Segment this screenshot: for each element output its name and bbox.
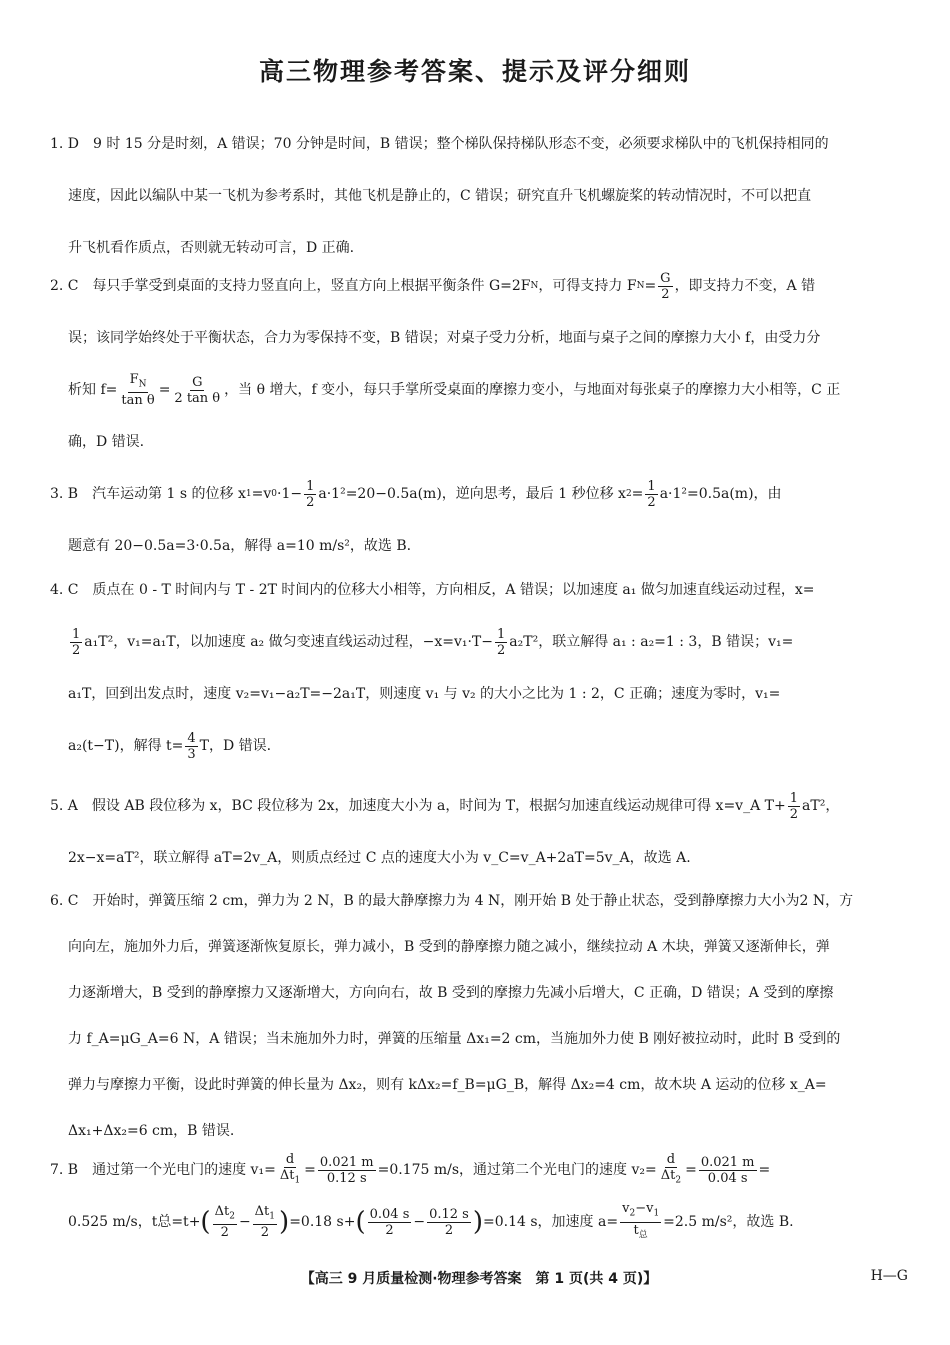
text-line: 确，D 错误. (68, 434, 145, 450)
fraction: $\frac{1}{2}$ (306, 478, 315, 510)
text-line: 力 f_A=μG_A=6 N，A 错误；当未施加外力时，弹簧的压缩量 Δx₁=2 cm，当施加外力使 B 刚好被拉动时，此时 B 受到的 (68, 1031, 841, 1047)
text-segment: ，可得支持力 F (538, 278, 637, 294)
text-segment: ，即支持力不变，A 错 (674, 278, 816, 294)
text-segment: 7. B 通过第一个光电门的速度 v₁= (50, 1162, 276, 1178)
text-segment: 0.525 m/s，t总=t+ (68, 1214, 201, 1230)
text-segment: =2.5 m/s²，故选 B. (663, 1214, 794, 1230)
text-line: 1. D 9 时 15 分是时刻，A 错误；70 分钟是时间，B 错误；整个梯队保持梯队形态不变，必须要求梯队中的飞机保持相同的 (50, 136, 829, 152)
text-segment: =0.18 s+ (289, 1214, 356, 1230)
text-segment: a₂(t−T)，解得 t= (68, 738, 184, 754)
page-title: 高三物理参考答案、提示及评分细则 (258, 57, 691, 86)
text-line: 升飞机看作质点，否则就无转动可言，D 正确. (68, 240, 355, 256)
text-segment: ·1− (277, 486, 303, 502)
footer-code: H—G (870, 1268, 908, 1284)
fraction: $\frac{1}{2}$ (647, 478, 656, 510)
fraction: $\frac{v_2-v_1}{t_总}$ (622, 1200, 660, 1241)
answer-item-4 (50, 564, 908, 772)
answer-item-5 (50, 780, 908, 884)
fraction: $\frac{d}{\Delta t_1}$ (279, 1151, 301, 1186)
text-line: a₁T，回到出发点时，速度 v₂=v₁−a₂T=−2a₁T，则速度 v₁ 与 v₂ 的大小之比为 1 : 2，C 正确；速度为零时，v₁= (68, 686, 781, 702)
text-segment: 析知 f= (68, 382, 118, 398)
text-segment: T，D 错误. (199, 738, 272, 754)
text-line: 4. C 质点在 0 - T 时间内与 T - 2T 时间内的位移大小相等，方向相反，A 错误；以加速度 a₁ 做匀加速直线运动过程，x= (50, 582, 815, 598)
text-segment: =0.14 s，加速度 a= (483, 1214, 619, 1230)
answer-item-1 (50, 118, 908, 274)
answer-item-2 (50, 260, 908, 468)
text-line: 力逐渐增大，B 受到的静摩擦力又逐渐增大，方向向右，故 B 受到的摩擦力先减小后增大，C 正确，D 错误；A 受到的摩擦 (68, 985, 834, 1001)
text-segment: a·1²=20−0.5a(m)，逆向思考，最后 1 秒位移 x (318, 486, 626, 502)
text-segment: aT²， (802, 798, 840, 814)
fraction: $\frac{F_N}{\text{tan θ}}$ (121, 371, 155, 409)
text-line: 速度，因此以编队中某一飞机为参考系时，其他飞机是静止的，C 错误；研究直升飞机螺旋桨的转动情况时，不可以把直 (68, 188, 812, 204)
text-line: 2x−x=aT²，联立解得 aT=2v_A，则质点经过 C 点的速度大小为 v_C=v_A+2aT=5v_A，故选 A. (68, 850, 691, 866)
text-line: Δx₁+Δx₂=6 cm，B 错误. (68, 1123, 235, 1139)
fraction: $\frac{0.04 s}{2}$ (369, 1206, 410, 1238)
answer-item-3 (50, 468, 908, 572)
text-line: 题意有 20−0.5a=3·0.5a，解得 a=10 m/s²，故选 B. (68, 538, 412, 554)
fraction: $\frac{1}{2}$ (789, 790, 799, 822)
text-line: 7. B 通过第一个光电门的速度 v₁= $\frac{d}{\Delta t_1}$ = $\frac{0.021 m}{0.12 s}$ =0.175 m/s，通过第二个光电门的速度 v₂= $\frac{d}{\Delta t_2}$ = $\frac{0.021 m}{0.04 s}$ = (50, 1144, 908, 1196)
fraction: $\frac{G}{\text{2 tan θ}}$ (174, 374, 221, 406)
answer-item-6 (50, 878, 908, 1154)
text-segment: 5. A 假设 AB 段位移为 x，BC 段位移为 2x，加速度大小为 a，时间为 T，根据匀加速直线运动规律可得 x=v_A T+ (50, 798, 786, 814)
text-line (50, 720, 908, 772)
answer-item-7 (50, 1144, 908, 1248)
fraction: $\frac{0.12 s}{2}$ (429, 1206, 469, 1238)
text-segment: =0.175 m/s，通过第二个光电门的速度 v₂= (377, 1162, 657, 1178)
text-segment: 2. C 每只手掌受到桌面的支持力竖直向上，竖直方向上根据平衡条件 G=2F (50, 278, 531, 294)
text-segment: ，当 θ 增大，f 变小，每只手掌所受桌面的摩擦力变小，与地面对每张桌子的摩擦力大小相等，C 正 (224, 382, 841, 398)
fraction: $\frac{4}{3}$ (187, 730, 196, 762)
fraction: $\frac{\Delta t_2}{2}$ (214, 1203, 235, 1241)
fraction: $\frac{1}{2}$ (72, 626, 81, 658)
footer-page-info: 【高三 9 月质量检测·物理参考答案 第 1 页(共 4 页)】 (300, 1271, 658, 1287)
fraction: $\frac{\Delta t_1}{2}$ (254, 1203, 276, 1241)
fraction: $\frac{0.021 m}{0.12 s}$ (319, 1154, 374, 1186)
text-line: 3. B 汽车运动第 1 s 的位移 x 1 =v 0 ·1− $\frac{1}{2}$ a·1²=20−0.5a(m)，逆向思考，最后 1 秒位移 x 2 = $\frac{1}{2}$ a·1²=0.5a(m)，由 (50, 468, 908, 520)
text-line: 2. C 每只手掌受到桌面的支持力竖直向上，竖直方向上根据平衡条件 G=2F N ，可得支持力 F N = $\frac{G}{2}$ ，即支持力不变，A 错 (50, 260, 908, 312)
fraction: $\frac{d}{\Delta t_2}$ (660, 1151, 682, 1186)
text-segment: 3. B 汽车运动第 1 s 的位移 x (50, 486, 246, 502)
text-line: 弹力与摩擦力平衡，设此时弹簧的伸长量为 Δx₂，则有 kΔx₂=f_B=μG_B，解得 Δx₂=4 cm，故木块 A 运动的位移 x_A= (68, 1077, 827, 1093)
text-segment: a₁T²，v₁=a₁T，以加速度 a₂ 做匀变速直线运动过程，−x=v₁·T− (84, 634, 493, 650)
text-line (50, 780, 908, 832)
text-segment: a₂T²，联立解得 a₁ : a₂=1 : 3，B 错误；v₁= (509, 634, 794, 650)
fraction: $\frac{G}{2}$ (660, 270, 671, 302)
text-segment: a·1²=0.5a(m)，由 (659, 486, 782, 502)
text-line: 6. C 开始时，弹簧压缩 2 cm，弹力为 2 N，B 的最大静摩擦力为 4 N，刚开始 B 处于静止状态，受到静摩擦力大小为2 N，方 (50, 893, 854, 909)
text-line: 析知 f= $\frac{F_N}{\text{tan θ}}$ = $\frac{G}{\text{2 tan θ}}$ ，当 θ 增大，f 变小，每只手掌所受桌面的摩擦力变小，与地面对每张桌子的摩擦力大小相等，C 正 (50, 364, 908, 416)
text-line: 0.525 m/s，t总=t+ ( $\frac{\Delta t_2}{2}$ − $\frac{\Delta t_1}{2}$ ) =0.18 s+ ( $\frac{0.04 s}{2}$ − $\frac{0.12 s}{2}$ ) =0.14 s，加速度 a= $\frac{v_2-v_1}{t_总}$ =2.5 m/s²，故选 B. (50, 1196, 908, 1248)
text-line (50, 616, 908, 668)
page-footer (50, 1268, 908, 1292)
text-line: 向向左，施加外力后，弹簧逐渐恢复原长，弹力减小，B 受到的静摩擦力随之减小，继续拉动 A 木块，弹簧又逐渐伸长，弹 (68, 939, 830, 955)
text-line: 误；该同学始终处于平衡状态，合力为零保持不变，B 错误；对桌子受力分析，地面与桌子之间的摩擦力大小 f，由受力分 (68, 330, 821, 346)
fraction: $\frac{1}{2}$ (497, 626, 506, 658)
fraction: $\frac{0.021 m}{0.04 s}$ (700, 1154, 755, 1186)
